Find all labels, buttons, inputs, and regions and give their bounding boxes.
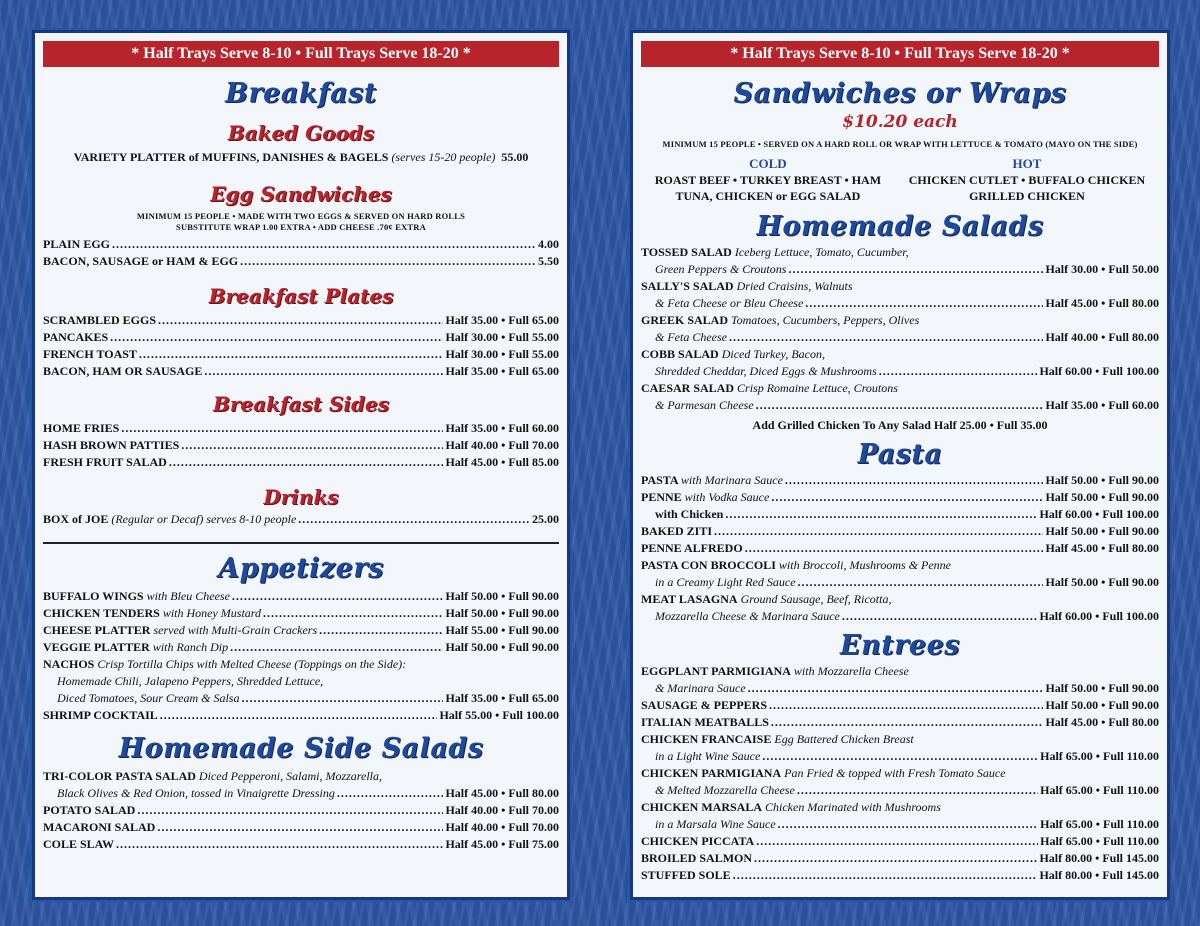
- menu-line: POTATO SALAD . . . Half 40.00 • Full 70.00: [43, 802, 559, 819]
- pasta-title: Pasta: [857, 439, 943, 470]
- menu-line: PLAIN EGG . . . 4.00: [43, 236, 559, 253]
- menu-line: STUFFED SOLE . . . Half 80.00 • Full 145.00: [641, 867, 1159, 884]
- hot-line: GRILLED CHICKEN: [969, 189, 1085, 203]
- tricolor-line: TRI-COLOR PASTA SALAD Diced Pepperoni, Salami, Mozzarella,: [43, 769, 383, 783]
- menu-line: MACARONI SALAD . . . Half 40.00 • Full 70.00: [43, 819, 559, 836]
- breakfast-sides-title: Breakfast Sides: [212, 392, 389, 416]
- salads-title: Homemade Salads: [756, 211, 1044, 242]
- menu-line: BOX of JOE (Regular or Decaf) serves 8-10 people . . . 25.00: [43, 511, 559, 528]
- sandwiches-price: $10.20 each: [842, 112, 958, 132]
- francaise-line: CHICKEN FRANCAISE Egg Battered Chicken Breast: [641, 732, 914, 746]
- menu-line: BROILED SALMON . . . Half 80.00 • Full 145.00: [641, 850, 1159, 867]
- hot-line: CHICKEN CUTLET • BUFFALO CHICKEN: [908, 173, 1146, 187]
- menu-line: SHRIMP COCKTAIL . . . Half 55.00 • Full 100.00: [43, 707, 559, 724]
- parmigiana-line: CHICKEN PARMIGIANA Pan Fried & topped with Fresh Tomato Sauce: [641, 766, 1006, 780]
- menu-line: CHEESE PLATTER served with Multi-Grain Crackers . . . Half 55.00 • Full 90.00: [43, 622, 559, 639]
- menu-line: FRESH FRUIT SALAD . . . Half 45.00 • Full 85.00: [43, 454, 559, 471]
- menu-line: HOME FRIES . . . Half 35.00 • Full 60.00: [43, 420, 559, 437]
- caesar-line: CAESAR SALAD Crisp Romaine Lettuce, Croutons: [641, 381, 898, 395]
- section-divider: [43, 542, 559, 544]
- menu-line: ITALIAN MEATBALLS . . . Half 45.00 • Full 80.00: [641, 714, 1159, 731]
- menu-line: Green Peppers & Croutons . . . Half 30.00 • Full 50.00: [641, 261, 1159, 278]
- menu-line: BAKED ZITI . . . Half 50.00 • Full 90.00: [641, 523, 1159, 540]
- right-menu-panel: [630, 30, 1170, 900]
- entrees-title: Entrees: [840, 630, 960, 661]
- breakfast-plates-title: Breakfast Plates: [208, 284, 394, 308]
- add-chicken-note: Add Grilled Chicken To Any Salad Half 25.00 • Full 35.00: [752, 418, 1048, 432]
- menu-line: & Feta Cheese or Bleu Cheese . . . Half 45.00 • Full 80.00: [641, 295, 1159, 312]
- egg-sandwiches-title: Egg Sandwiches: [210, 182, 392, 206]
- item-name: VARIETY PLATTER of MUFFINS, DANISHES & BAGELS: [73, 150, 389, 164]
- marsala-line: CHICKEN MARSALA Chicken Marinated with Mushrooms: [641, 800, 941, 814]
- menu-line: Mozzarella Cheese & Marinara Sauce . . . Half 60.00 • Full 100.00: [641, 608, 1159, 625]
- menu-line: PANCAKES . . . Half 30.00 • Full 55.00: [43, 329, 559, 346]
- baked-goods-title: Baked Goods: [227, 121, 375, 145]
- egg-note-2: SUBSTITUTE WRAP 1.00 EXTRA • ADD CHEESE .70¢ EXTRA: [176, 222, 426, 232]
- breakfast-title: Breakfast: [225, 78, 377, 109]
- hot-column: [909, 156, 1145, 204]
- menu-line: BUFFALO WINGS with Bleu Cheese . . . Half 50.00 • Full 90.00: [43, 588, 559, 605]
- cold-heading: COLD: [749, 156, 787, 171]
- menu-line: BACON, HAM OR SAUSAGE . . . Half 35.00 • Full 65.00: [43, 363, 559, 380]
- serving-banner: * Half Trays Serve 8-10 • Full Trays Serve 18-20 *: [43, 41, 559, 67]
- hot-heading: HOT: [1012, 156, 1042, 171]
- egg-note-1: MINIMUM 15 PEOPLE • MADE WITH TWO EGGS & SERVED ON HARD ROLLS: [136, 211, 466, 221]
- nachos-desc: Homemade Chili, Jalapeno Peppers, Shredded Lettuce,: [57, 674, 324, 688]
- menu-line: COLE SLAW . . . Half 45.00 • Full 75.00: [43, 836, 559, 853]
- drinks-title: Drinks: [263, 485, 339, 509]
- cold-column: [655, 156, 881, 204]
- left-menu-panel: [32, 30, 570, 900]
- menu-line: & Parmesan Cheese . . . Half 35.00 • Full 60.00: [641, 397, 1159, 414]
- menu-line: PENNE with Vodka Sauce . . . Half 50.00 • Full 90.00: [641, 489, 1159, 506]
- menu-line: PASTA with Marinara Sauce . . . Half 50.00 • Full 90.00: [641, 472, 1159, 489]
- serving-banner: * Half Trays Serve 8-10 • Full Trays Serve 18-20 *: [641, 41, 1159, 67]
- menu-line: in a Marsala Wine Sauce . . . Half 65.00 • Full 110.00: [641, 816, 1159, 833]
- menu-line: HASH BROWN PATTIES . . . Half 40.00 • Full 70.00: [43, 437, 559, 454]
- item-desc: (serves 15-20 people): [391, 150, 496, 164]
- baked-goods-item: [43, 149, 559, 166]
- lasagna-line: MEAT LASAGNA Ground Sausage, Beef, Ricotta,: [641, 592, 892, 606]
- menu-line: & Marinara Sauce . . . Half 50.00 • Full 90.00: [641, 680, 1159, 697]
- sally-line: SALLY'S SALAD Dried Craisins, Walnuts: [641, 279, 853, 293]
- menu-line: & Melted Mozzarella Cheese . . . Half 65.00 • Full 110.00: [641, 782, 1159, 799]
- tossed-line: TOSSED SALAD Iceberg Lettuce, Tomato, Cucumber,: [641, 245, 909, 259]
- menu-line: PENNE ALFREDO . . . Half 45.00 • Full 80.00: [641, 540, 1159, 557]
- item-price: 55.00: [501, 150, 529, 164]
- cold-line: ROAST BEEF • TURKEY BREAST • HAM: [654, 173, 882, 187]
- sandwiches-title: Sandwiches or Wraps: [733, 78, 1067, 109]
- menu-line: FRENCH TOAST . . . Half 30.00 • Full 55.00: [43, 346, 559, 363]
- menu-line: in a Creamy Light Red Sauce . . . Half 50.00 • Full 90.00: [641, 574, 1159, 591]
- menu-line: BACON, SAUSAGE or HAM & EGG . . . 5.50: [43, 253, 559, 270]
- nachos-line: NACHOS Crisp Tortilla Chips with Melted Cheese (Toppings on the Side):: [43, 657, 407, 671]
- menu-line: Diced Tomatoes, Sour Cream & Salsa . . . Half 35.00 • Full 65.00: [43, 690, 559, 707]
- appetizers-title: Appetizers: [218, 553, 384, 584]
- menu-line: Shredded Cheddar, Diced Eggs & Mushrooms . . . Half 60.00 • Full 100.00: [641, 363, 1159, 380]
- menu-line: with Chicken . . . Half 60.00 • Full 100.00: [641, 506, 1159, 523]
- menu-line: CHICKEN PICCATA . . . Half 65.00 • Full 110.00: [641, 833, 1159, 850]
- menu-line: in a Light Wine Sauce . . . Half 65.00 • Full 110.00: [641, 748, 1159, 765]
- menu-line: SCRAMBLED EGGS . . . Half 35.00 • Full 65.00: [43, 312, 559, 329]
- sandwich-options: [641, 156, 1159, 204]
- menu-line: Black Olives & Red Onion, tossed in Vinaigrette Dressing . . . Half 45.00 • Full 80.00: [43, 785, 559, 802]
- menu-line: SAUSAGE & PEPPERS . . . Half 50.00 • Full 90.00: [641, 697, 1159, 714]
- menu-line: CHICKEN TENDERS with Honey Mustard . . . Half 50.00 • Full 90.00: [43, 605, 559, 622]
- side-salads-title: Homemade Side Salads: [118, 733, 484, 764]
- menu-line: VEGGIE PLATTER with Ranch Dip . . . Half 50.00 • Full 90.00: [43, 639, 559, 656]
- broccoli-line: PASTA CON BROCCOLI with Broccoli, Mushrooms & Penne: [641, 558, 951, 572]
- menu-line: & Feta Cheese . . . Half 40.00 • Full 80.00: [641, 329, 1159, 346]
- cobb-line: COBB SALAD Diced Turkey, Bacon,: [641, 347, 825, 361]
- cold-line: TUNA, CHICKEN or EGG SALAD: [675, 189, 861, 203]
- sandwiches-note: MINIMUM 15 PEOPLE • SERVED ON A HARD ROLL OR WRAP WITH LETTUCE & TOMATO (MAYO ON THE SIDE): [662, 139, 1138, 149]
- greek-line: GREEK SALAD Tomatoes, Cucumbers, Peppers, Olives: [641, 313, 920, 327]
- eggplant-line: EGGPLANT PARMIGIANA with Mozzarella Cheese: [641, 664, 909, 678]
